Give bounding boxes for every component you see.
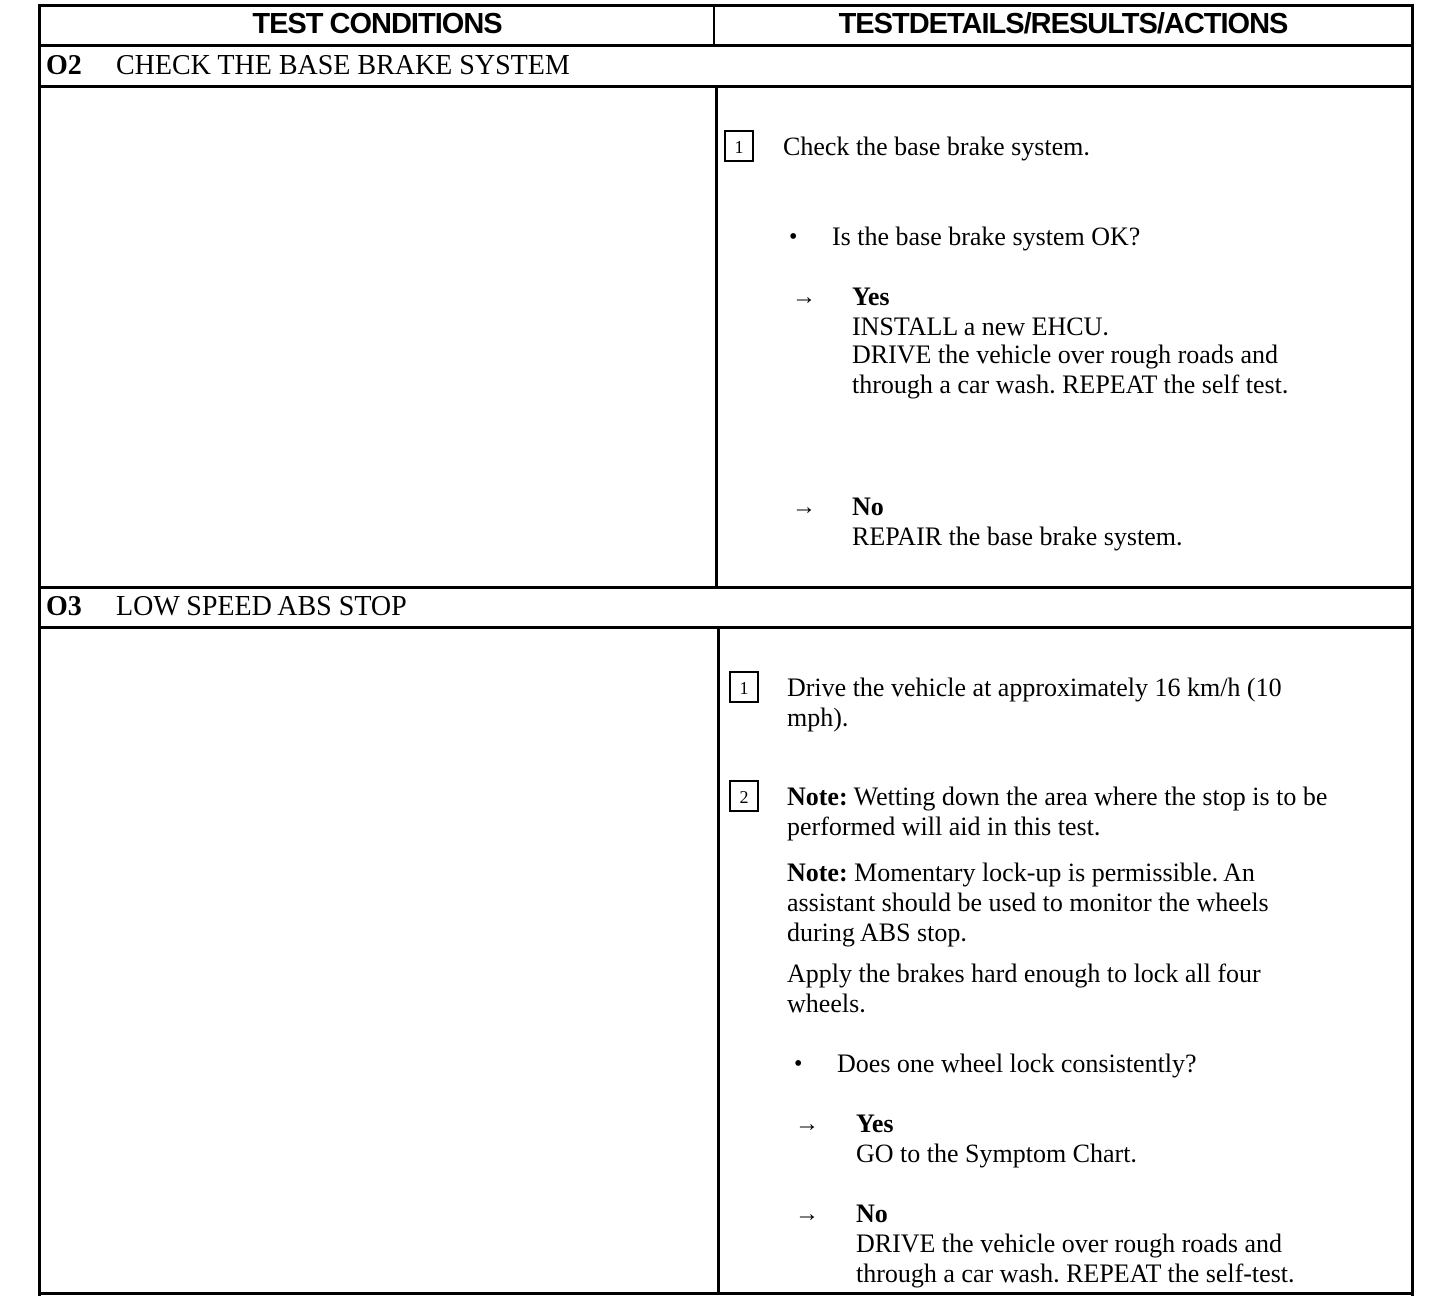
step-box-1: 1: [729, 671, 759, 703]
step-box-1: 1: [724, 130, 754, 162]
note2-line-1: [787, 858, 1255, 888]
bullet-icon: •: [789, 224, 798, 250]
no-line-1: REPAIR the base brake system.: [852, 522, 1183, 551]
no-label: No: [852, 492, 884, 521]
yes-line-2: DRIVE the vehicle over rough roads and: [852, 340, 1278, 369]
right-arrow-icon: →: [792, 494, 816, 520]
right-arrow-icon: →: [795, 1111, 819, 1137]
apply-line-2: wheels.: [787, 989, 866, 1018]
section-o3-title: LOW SPEED ABS STOP: [116, 591, 407, 622]
section-o2-title-row: [46, 50, 570, 82]
header-bottom-rule: [38, 44, 1414, 47]
question-text: Does one wheel lock consistently?: [837, 1049, 1197, 1078]
step-1-text: Check the base brake system.: [783, 132, 1090, 161]
table-border-left: [38, 4, 41, 1296]
right-arrow-icon: →: [792, 284, 816, 310]
section-o3-top-rule: [38, 586, 1414, 589]
no-label: No: [856, 1199, 888, 1228]
yes-label: Yes: [852, 282, 890, 311]
note2-line-2: assistant should be used to monitor the wheels: [787, 888, 1269, 917]
right-arrow-icon: →: [795, 1201, 819, 1227]
note2-line-3: during ABS stop.: [787, 918, 967, 947]
table-border-bottom: [38, 1292, 1414, 1295]
yes-label: Yes: [856, 1109, 894, 1138]
note-label: Note:: [787, 782, 848, 811]
yes-line-3: through a car wash. REPEAT the self test.: [852, 370, 1289, 399]
section-o2-column-divider: [715, 86, 718, 588]
yes-line-1: GO to the Symptom Chart.: [856, 1139, 1137, 1168]
step-2-line-2: performed will aid in this test.: [787, 812, 1101, 841]
table-border-top: [38, 4, 1414, 7]
note-label: Note:: [787, 858, 848, 887]
section-o3-number: O3: [46, 591, 82, 622]
section-o3-title-row: [46, 591, 407, 623]
no-line-1: DRIVE the vehicle over rough roads and: [856, 1229, 1282, 1258]
section-o2-number: O2: [46, 50, 82, 81]
section-o2-title: CHECK THE BASE BRAKE SYSTEM: [116, 50, 570, 81]
section-o2-rule: [38, 85, 1414, 88]
note-text: Wetting down the area where the stop is to be: [847, 782, 1328, 811]
step-box-2: 2: [729, 780, 759, 812]
no-line-2: through a car wash. REPEAT the self-test.: [856, 1259, 1295, 1288]
note-text: Momentary lock-up is permissible. An: [847, 858, 1255, 887]
header-test-conditions: TEST CONDITIONS: [252, 8, 502, 40]
header-test-details: TESTDETAILS/RESULTS/ACTIONS: [838, 8, 1288, 40]
yes-line-1: INSTALL a new EHCU.: [852, 312, 1109, 341]
apply-line-1: Apply the brakes hard enough to lock all four: [787, 959, 1261, 988]
question-text: Is the base brake system OK?: [832, 222, 1141, 251]
table-border-right: [1411, 4, 1414, 1296]
step-1-line-2: mph).: [787, 703, 849, 732]
section-o3-column-divider: [717, 627, 720, 1294]
section-o3-rule: [38, 626, 1414, 629]
step-1-line-1: Drive the vehicle at approximately 16 km/h (10: [787, 673, 1282, 702]
step-2-line-1: [787, 782, 1327, 812]
bullet-icon: •: [794, 1051, 803, 1077]
